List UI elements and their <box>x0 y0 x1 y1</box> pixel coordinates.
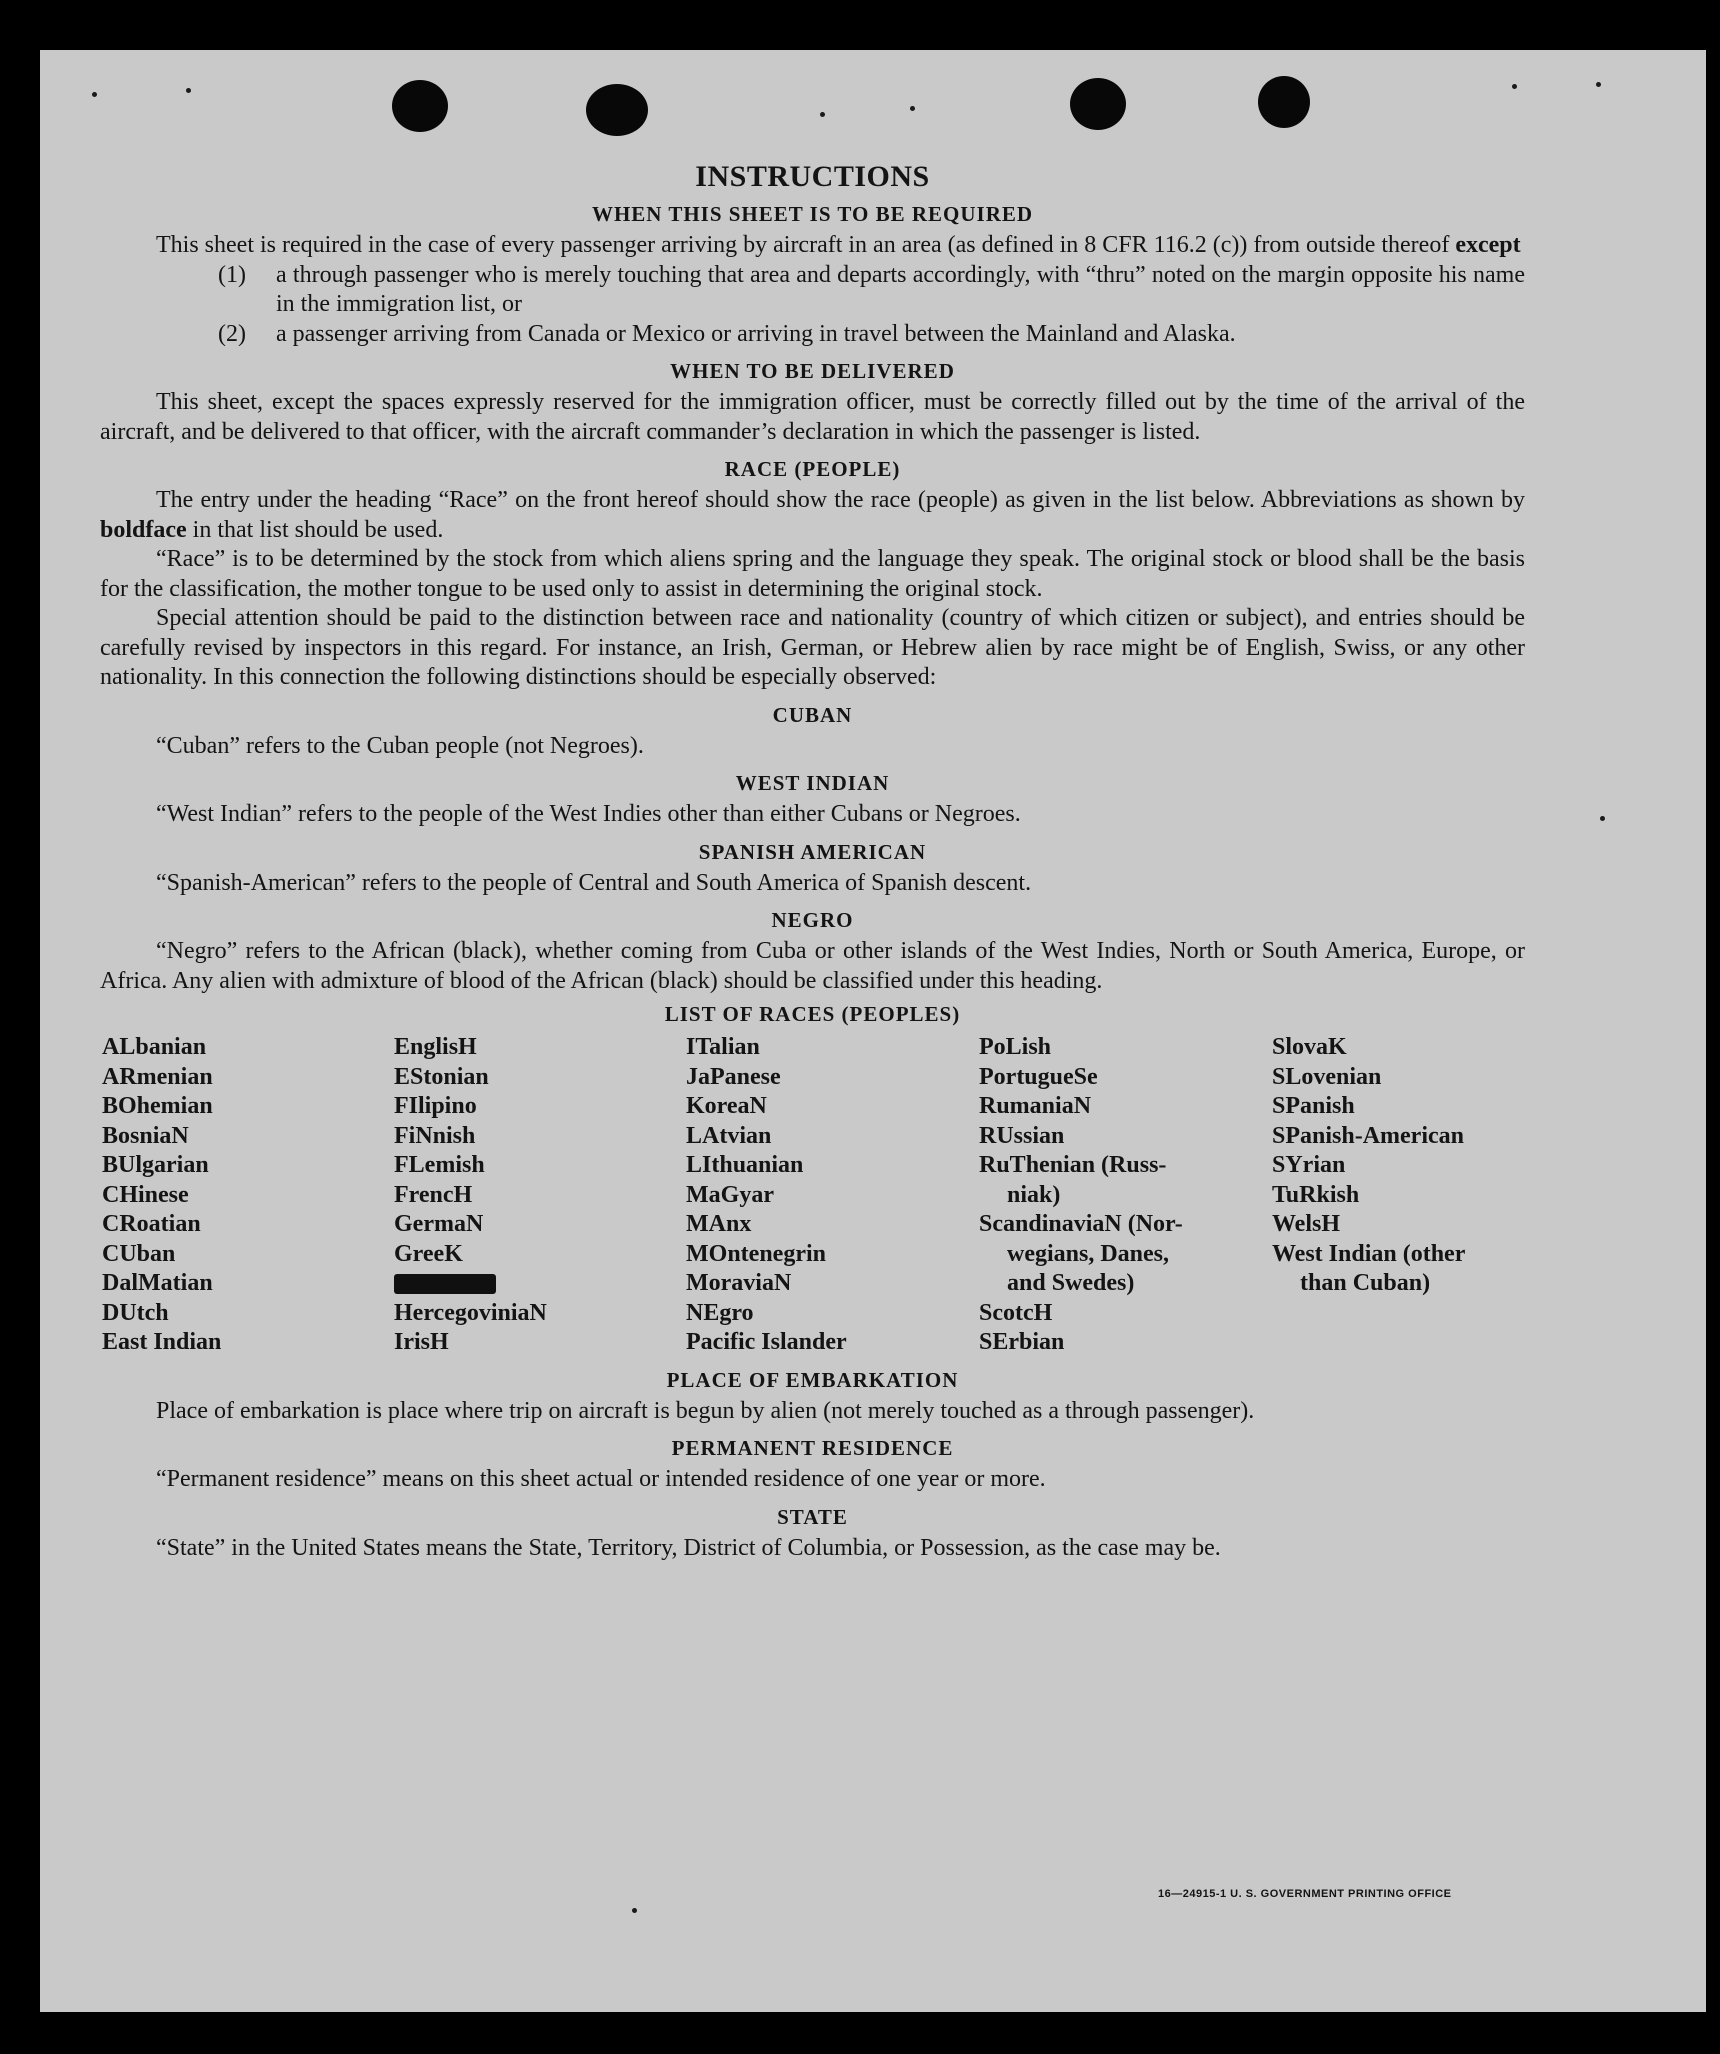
race-paragraph-1 <box>100 486 1525 545</box>
heading-state: STATE <box>777 1504 848 1529</box>
race-p1-a: The entry under the heading “Race” on the front hereof should show the race (people) as given in the list below. Abbreviations as shown by <box>156 487 1525 513</box>
redaction-mark <box>394 1274 496 1294</box>
race-entry: SPanish <box>1272 1093 1355 1119</box>
speck <box>820 112 825 117</box>
embarkation-text: Place of embarkation is place where trip on aircraft is begun by alien (not merely touched as a through passenger). <box>156 1397 1255 1424</box>
race-entry: FLemish <box>394 1152 485 1178</box>
race-entry: HercegoviniaN <box>394 1299 547 1326</box>
race-entry: SlovaK <box>1272 1034 1347 1060</box>
item-number: (2) <box>218 320 246 347</box>
race-entry: IrisH <box>394 1329 449 1355</box>
race-entry: DalMatian <box>102 1270 213 1296</box>
race-entry: RUssian <box>979 1122 1065 1149</box>
race-entry-continued: than Cuban) <box>1300 1270 1431 1296</box>
heading-negro: NEGRO <box>771 908 854 932</box>
race-entry: FrencH <box>394 1181 473 1208</box>
race-entry: MAnx <box>686 1211 752 1237</box>
race-entry: SPanish-American <box>1272 1122 1464 1149</box>
race-entry: ALbanian <box>102 1034 207 1060</box>
speck <box>186 88 191 93</box>
when-required-except: except <box>1455 232 1521 258</box>
page-title: INSTRUCTIONS <box>695 160 930 193</box>
race-p1-b: in that list should be used. <box>192 516 444 543</box>
heading-residence: PERMANENT RESIDENCE <box>671 1436 954 1460</box>
when-required-intro-text: This sheet is required in the case of every passenger arriving by aircraft in an area (as defined in 8 CFR 116.2 (c)) from outside thereof <box>156 232 1450 258</box>
item-text: a through passenger who is merely touching that area and departs accordingly, with “thru” noted on the margin opposite his name in the immigration list, or <box>276 261 1525 317</box>
race-entry: PoLish <box>979 1034 1052 1060</box>
list-item <box>218 261 1525 320</box>
race-entry: ARmenian <box>102 1063 213 1090</box>
races-column-3 <box>686 1033 979 1358</box>
race-entry-redacted <box>394 1269 686 1299</box>
race-entry: SYrian <box>1272 1152 1346 1178</box>
races-column-5 <box>1272 1033 1527 1358</box>
race-entry: JaPanese <box>686 1063 781 1090</box>
punch-hole <box>1070 78 1126 130</box>
race-entry: NEgro <box>686 1299 754 1326</box>
race-entry: LIthuanian <box>686 1152 804 1178</box>
race-entry: Pacific Islander <box>686 1329 847 1355</box>
race-entry: CRoatian <box>102 1211 201 1237</box>
negro-text: “Negro” refers to the African (black), whether coming from Cuba or other islands of the West Indies, North or South America, Europe, or Africa. Any alien with admixture of blood of the African (black) should be classified under this heading. <box>100 938 1525 994</box>
race-entry: GreeK <box>394 1240 463 1267</box>
race-entry-continued: niak) <box>1007 1181 1061 1208</box>
document-sheet <box>40 50 1706 2012</box>
punch-hole <box>1258 76 1310 128</box>
race-entry: East Indian <box>102 1329 222 1355</box>
race-entry: SErbian <box>979 1329 1065 1355</box>
race-entry: RuThenian (Russ- <box>979 1152 1167 1178</box>
west-indian-text: “West Indian” refers to the people of the West Indies other than either Cubans or Negroes. <box>156 801 1021 827</box>
races-column-2 <box>394 1033 686 1358</box>
races-column-1 <box>102 1033 394 1358</box>
race-entry: BOhemian <box>102 1093 213 1119</box>
list-item <box>218 320 1525 350</box>
race-entry: WelsH <box>1272 1211 1341 1237</box>
race-entry: ScandinaviaN (Nor- <box>979 1211 1183 1237</box>
item-number: (1) <box>218 261 246 288</box>
speck <box>910 106 915 111</box>
race-p1-bold: boldface <box>100 516 187 543</box>
race-entry: KoreaN <box>686 1093 767 1119</box>
race-entry: FiNnish <box>394 1122 476 1149</box>
heading-race: RACE (PEOPLE) <box>724 457 901 481</box>
instructions-content <box>100 160 1525 1563</box>
race-entry: West Indian (other <box>1272 1240 1466 1267</box>
race-entry: CUban <box>102 1240 176 1267</box>
speck <box>1596 82 1601 87</box>
punch-hole <box>586 84 648 136</box>
race-entry: MaGyar <box>686 1181 774 1208</box>
heading-spanish-american: SPANISH AMERICAN <box>698 839 927 864</box>
heading-when-required: WHEN THIS SHEET IS TO BE REQUIRED <box>591 202 1034 226</box>
race-entry: MOntenegrin <box>686 1240 826 1267</box>
speck <box>1512 84 1517 89</box>
race-entry: CHinese <box>102 1181 189 1208</box>
spanish-american-text: “Spanish-American” refers to the people of Central and South America of Spanish descent. <box>156 869 1032 896</box>
race-entry-continued: wegians, Danes, <box>1007 1240 1170 1267</box>
race-entry: EStonian <box>394 1063 489 1090</box>
speck <box>632 1908 637 1913</box>
races-column-4 <box>979 1033 1272 1358</box>
speck <box>1600 816 1605 821</box>
race-entry: LAtvian <box>686 1122 772 1149</box>
races-table <box>102 1033 1525 1358</box>
race-entry-continued: and Swedes) <box>1007 1270 1135 1296</box>
race-entry: GermaN <box>394 1211 484 1237</box>
race-entry: PortugueSe <box>979 1063 1098 1090</box>
race-entry: RumaniaN <box>979 1093 1092 1119</box>
item-text: a passenger arriving from Canada or Mexico or arriving in travel between the Mainland and Alaska. <box>276 320 1236 347</box>
race-entry: DUtch <box>102 1299 169 1326</box>
heading-west-indian: WEST INDIAN <box>735 771 890 795</box>
speck <box>92 92 97 97</box>
race-entry: MoraviaN <box>686 1270 792 1296</box>
when-delivered-text: This sheet, except the spaces expressly reserved for the immigration officer, must be correctly filled out by the time of the arrival of the aircraft, and be delivered to that officer, with the aircraft commander’s declaration in which the passenger is listed. <box>100 389 1525 445</box>
heading-embarkation: PLACE OF EMBARKATION <box>666 1367 959 1392</box>
race-entry: ScotcH <box>979 1299 1053 1326</box>
heading-when-delivered: WHEN TO BE DELIVERED <box>670 359 955 383</box>
race-entry: BUlgarian <box>102 1152 209 1178</box>
punch-hole <box>392 80 448 132</box>
printing-office-code: 16—24915-1 U. S. GOVERNMENT PRINTING OFFICE <box>1158 1888 1452 1900</box>
race-entry: ITalian <box>686 1034 760 1060</box>
race-entry: SLovenian <box>1272 1063 1382 1090</box>
race-paragraph-2: “Race” is to be determined by the stock from which aliens spring and the language they speak. The original stock or blood shall be the basis for the classification, the mother tongue to be used only to assist in determining the original stock. <box>100 546 1525 602</box>
state-text: “State” in the United States means the State, Territory, District of Columbia, or Possession, as the case may be. <box>156 1534 1221 1561</box>
when-required-intro <box>100 231 1525 261</box>
residence-text: “Permanent residence” means on this sheet actual or intended residence of one year or more. <box>156 1466 1046 1492</box>
race-entry: BosniaN <box>102 1122 189 1149</box>
cuban-text: “Cuban” refers to the Cuban people (not Negroes). <box>156 732 644 759</box>
heading-list-of-races: LIST OF RACES (PEOPLES) <box>664 1002 961 1026</box>
race-entry: TuRkish <box>1272 1181 1360 1208</box>
race-paragraph-3: Special attention should be paid to the distinction between race and nationality (country of which citizen or subject), and entries should be carefully revised by inspectors in this regard. For instance, an Irish, German, or Hebrew alien by race might be of English, Swiss, or any other nationality. In this connection the following distinctions should be especially observed: <box>100 605 1525 690</box>
heading-cuban: CUBAN <box>772 702 853 727</box>
race-entry: FIlipino <box>394 1093 477 1119</box>
race-entry: EnglisH <box>394 1034 477 1060</box>
